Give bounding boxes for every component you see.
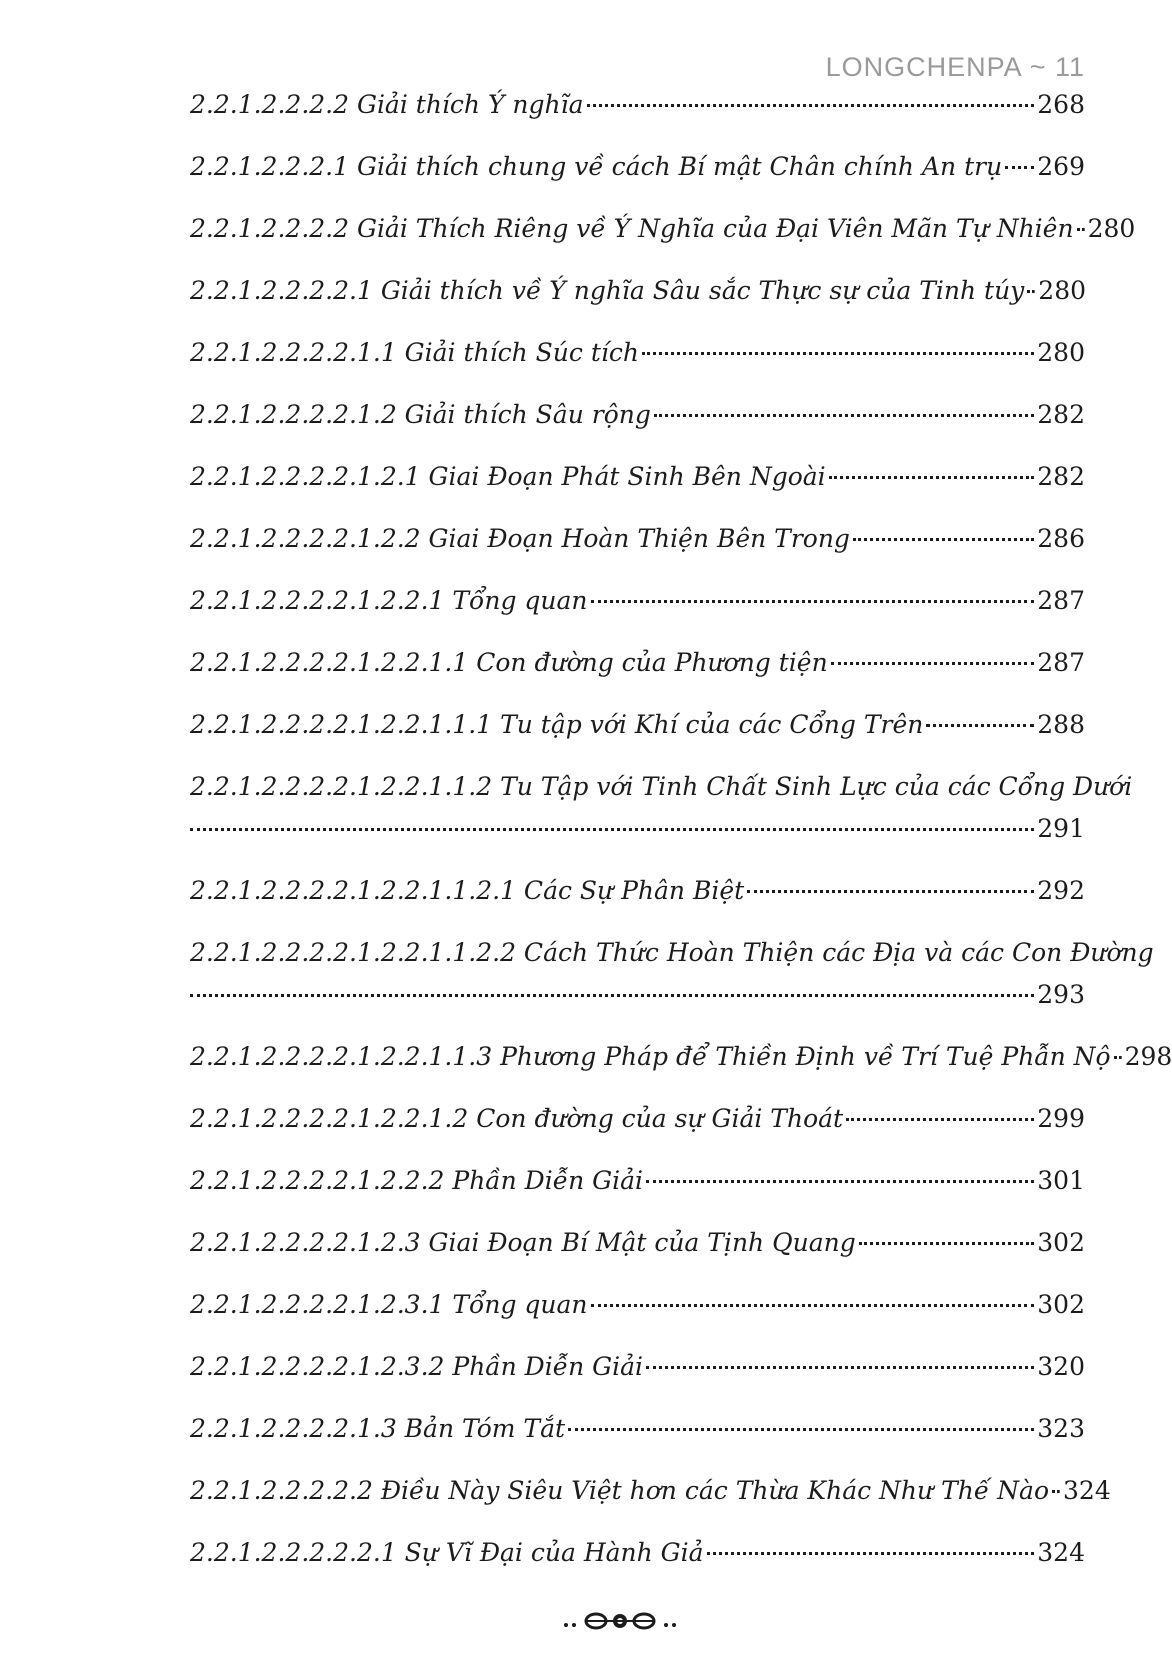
toc-entry [190,206,1136,268]
toc-entry [190,1468,1111,1530]
toc-entry-title: 2.2.1.2.2.2.2.1.2.1 Giai Đoạn Phát Sinh Bên Ngoài [190,462,826,491]
toc-entry-page-number: 302 [1037,1228,1085,1257]
dot-leader [654,414,1034,417]
toc-entry-title: 2.2.1.2.2.2.2.1.2.3.1 Tổng quan [190,1290,588,1319]
dot-leader [1052,1490,1060,1493]
toc-entry-page-number: 280 [1087,214,1136,243]
toc-entry-page-number: 268 [1037,90,1085,119]
toc-entry-title: 2.2.1.2.2.2.2 Giải Thích Riêng về Ý Nghĩa của Đại Viên Mãn Tự Nhiên [190,214,1074,243]
dot-leader [587,104,1035,107]
toc-entry [190,702,1085,764]
toc-entry-page-number: 282 [1037,400,1085,429]
toc-entry-title: 2.2.1.2.2.2.2.1.2.2.1.2 Con đường của sự Giải Thoát [190,1104,844,1133]
toc-entry-title: 2.2.1.2.2.2.2.1.2.2.1.1.2.1 Các Sự Phân Biệt [190,876,745,905]
toc-entry [190,1096,1085,1158]
dot-leader [831,662,1035,665]
dot-leader [1027,290,1035,293]
toc-entry [190,268,1085,330]
toc-entry-page-number: 293 [1037,980,1085,1009]
toc-entry-title: 2.2.1.2.2.2.2.1.2.2.1.1.3 Phương Pháp để Thiền Định về Trí Tuệ Phẫn Nộ [190,1042,1111,1071]
toc-entry [190,454,1085,516]
toc-entry-page-number: 291 [1037,814,1085,843]
toc-entry-page-number: 302 [1037,1290,1085,1319]
toc-entry-title: 2.2.1.2.2.2.2 Giải thích Ý nghĩa [190,90,584,119]
running-head: LONGCHENPA ~ 11 [825,52,1085,82]
toc-entry [190,82,1085,144]
toc-entry-title: 2.2.1.2.2.2.2.1.2 Giải thích Sâu rộng [190,400,651,429]
toc-entry-title: 2.2.1.2.2.2.2.1.2.2.1.1.2 Tu Tập với Tinh Chất Sinh Lực của các Cổng Dưới [190,772,1133,801]
dot-leader [1005,166,1034,169]
toc-entry [190,392,1085,454]
toc-entry [190,1220,1085,1282]
toc-entry-page-number: 298 [1124,1042,1172,1071]
toc-entry-title: 2.2.1.2.2.2.1 Giải thích chung về cách Bí mật Chân chính An trụ [190,152,1003,181]
dot-leader [1114,1056,1122,1059]
toc-entry [190,1158,1085,1220]
dot-leader [846,1118,1034,1121]
toc-entry-title: 2.2.1.2.2.2.2.1.2.2 Giai Đoạn Hoàn Thiện Bên Trong [190,524,850,553]
dot-leader [591,1304,1035,1307]
ornament-icon [560,1605,680,1635]
toc-entry [190,1344,1085,1406]
dot-leader [642,352,1034,355]
toc-entry [190,868,1085,930]
toc-entry-title: 2.2.1.2.2.2.2.1.2.3 Giai Đoạn Bí Mật của Tịnh Quang [190,1228,856,1257]
dot-leader [646,1366,1034,1369]
dot-leader [829,476,1035,479]
dot-leader [190,828,1034,831]
toc-entry-page-number: 280 [1038,276,1087,305]
toc-entry [190,1282,1085,1344]
toc-entry-title: 2.2.1.2.2.2.2.1 Giải thích về Ý nghĩa Sâu sắc Thực sự của Tinh túy [190,276,1025,305]
toc-entry-page-number: 324 [1037,1538,1085,1567]
toc-entry-page-number: 269 [1037,152,1085,181]
toc-entry-page-number: 282 [1037,462,1085,491]
toc-entry [190,516,1085,578]
toc-entry-page-number: 288 [1037,710,1085,739]
toc-entry-title: 2.2.1.2.2.2.2.2 Điều Này Siêu Việt hơn các Thừa Khác Như Thế Nào [190,1476,1050,1505]
toc-entry-page-number: 280 [1037,338,1085,367]
toc-entry-page-number: 299 [1037,1104,1085,1133]
toc-entry-title: 2.2.1.2.2.2.2.2.1 Sự Vĩ Đại của Hành Giả [190,1538,704,1567]
toc-entry-title: 2.2.1.2.2.2.2.1.1 Giải thích Súc tích [190,338,639,367]
dot-leader [568,1428,1034,1431]
toc-entry [190,1034,1172,1096]
toc-entry [190,930,1154,1034]
toc-entry [190,144,1085,206]
toc-entry-page-number: 287 [1037,586,1085,615]
toc-entry [190,330,1085,392]
dot-leader [1077,228,1085,231]
toc-entry-page-number: 301 [1037,1166,1085,1195]
dot-leader [859,1242,1035,1245]
dot-leader [190,994,1034,997]
toc-entry-page-number: 287 [1037,648,1085,677]
toc-entry-title: 2.2.1.2.2.2.2.1.2.2.1 Tổng quan [190,586,588,615]
toc-entry [190,764,1133,868]
toc-entry-title: 2.2.1.2.2.2.2.1.3 Bản Tóm Tắt [190,1414,566,1443]
dot-leader [747,890,1034,893]
toc-entry-title: 2.2.1.2.2.2.2.1.2.3.2 Phần Diễn Giải [190,1352,644,1381]
toc-entry-page-number: 286 [1037,524,1085,553]
toc-entry [190,578,1085,640]
dot-leader [853,538,1034,541]
toc-entry [190,640,1085,702]
dot-leader [926,724,1034,727]
toc-entry-page-number: 292 [1037,876,1085,905]
toc-entry-title: 2.2.1.2.2.2.2.1.2.2.1.1.2.2 Cách Thức Hoàn Thiện các Địa và các Con Đường [190,938,1154,967]
toc-entry-page-number: 323 [1037,1414,1085,1443]
dot-leader [591,600,1035,603]
table-of-contents [190,82,1172,1592]
toc-entry-title: 2.2.1.2.2.2.2.1.2.2.1.1.1 Tu tập với Khí của các Cổng Trên [190,710,924,739]
toc-entry-page-number: 324 [1063,1476,1111,1505]
toc-entry [190,1406,1085,1468]
dot-leader [646,1180,1034,1183]
toc-entry [190,1530,1085,1592]
toc-entry-page-number: 320 [1037,1352,1085,1381]
toc-entry-title: 2.2.1.2.2.2.2.1.2.2.1.1 Con đường của Phương tiện [190,648,828,677]
toc-entry-title: 2.2.1.2.2.2.2.1.2.2.2 Phần Diễn Giải [190,1166,644,1195]
dot-leader [707,1552,1035,1555]
